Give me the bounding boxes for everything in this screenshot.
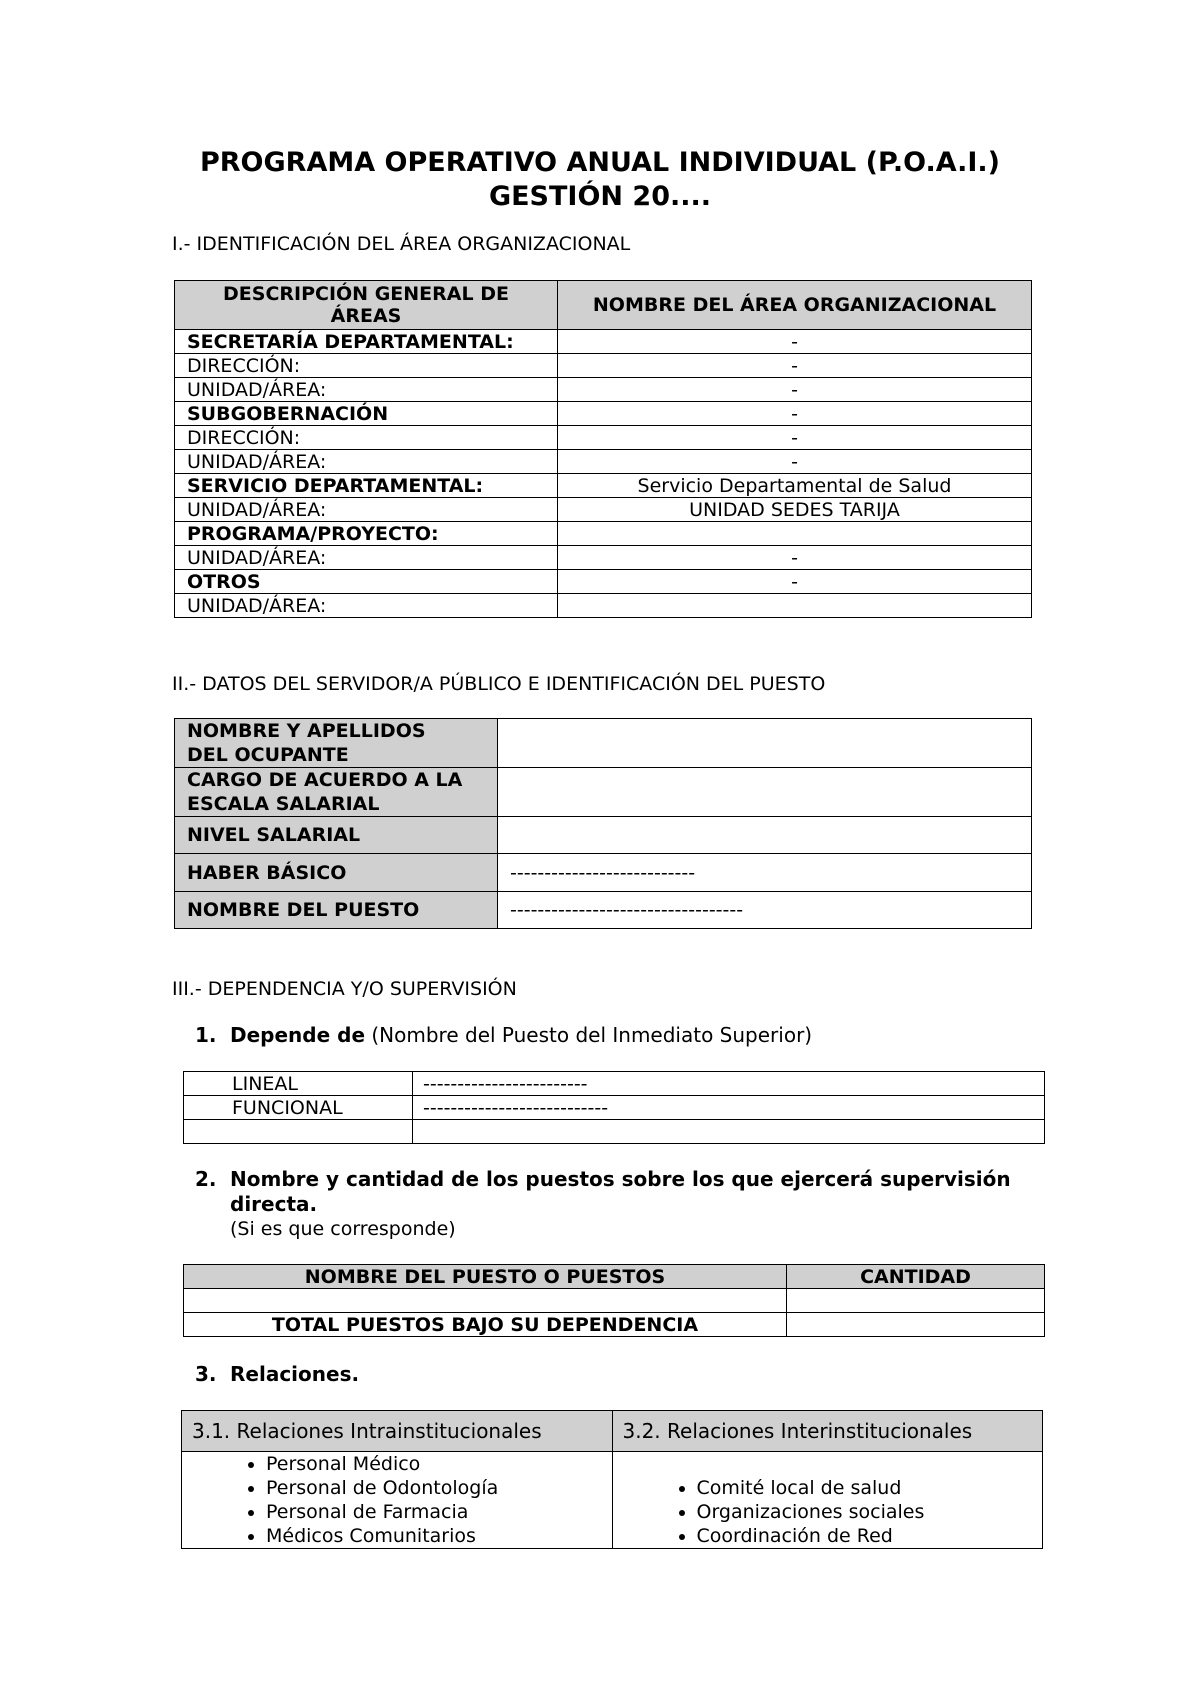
item-1-note: (Nombre del Puesto del Inmediato Superior) [371, 1023, 813, 1047]
area-label: UNIDAD/ÁREA: [175, 378, 558, 402]
area-value: - [558, 426, 1032, 450]
dependency-value: --------------------------- [413, 1096, 1045, 1120]
area-value: - [558, 354, 1032, 378]
area-value: - [558, 378, 1032, 402]
area-label: PROGRAMA/PROYECTO: [175, 522, 558, 546]
section-1-heading: I.- IDENTIFICACIÓN DEL ÁREA ORGANIZACIONAL [172, 233, 631, 255]
list-item: • Comité local de salud [697, 1476, 1033, 1500]
servant-label: CARGO DE ACUERDO A LA ESCALA SALARIAL [175, 768, 498, 817]
item-2-title-line1: Nombre y cantidad de los puestos sobre los que ejercerá supervisión [230, 1167, 1011, 1191]
supervision-cell [184, 1289, 787, 1313]
dependency-label: LINEAL [184, 1072, 413, 1096]
dependency-label: FUNCIONAL [184, 1096, 413, 1120]
dependency-value: ------------------------ [413, 1072, 1045, 1096]
area-value: - [558, 450, 1032, 474]
dependency-label [184, 1120, 413, 1144]
supervision-cell [787, 1289, 1045, 1313]
section-2-heading: II.- DATOS DEL SERVIDOR/A PÚBLICO E IDENTIFICACIÓN DEL PUESTO [172, 673, 826, 695]
area-value: - [558, 570, 1032, 594]
area-value [558, 594, 1032, 618]
item-3-title: Relaciones. [230, 1362, 360, 1386]
servant-table [174, 718, 1032, 929]
title-line-2: GESTIÓN 20.... [488, 181, 712, 212]
area-value: Servicio Departamental de Salud [558, 474, 1032, 498]
area-value: UNIDAD SEDES TARIJA [558, 498, 1032, 522]
list-item: • Personal de Odontología [266, 1476, 602, 1500]
servant-label: NOMBRE DEL PUESTO [175, 892, 498, 929]
area-value [558, 522, 1032, 546]
supervision-total-label: TOTAL PUESTOS BAJO SU DEPENDENCIA [184, 1313, 787, 1337]
servant-label: HABER BÁSICO [175, 854, 498, 892]
dependency-value [413, 1120, 1045, 1144]
list-item: • Coordinación de Red [697, 1524, 1033, 1548]
area-label: UNIDAD/ÁREA: [175, 498, 558, 522]
list-item: • Personal de Farmacia [266, 1500, 602, 1524]
area-value: - [558, 546, 1032, 570]
list-item: • Médicos Comunitarios [266, 1524, 602, 1548]
area-label: SUBGOBERNACIÓN [175, 402, 558, 426]
item-1 [195, 1023, 813, 1048]
area-label: SECRETARÍA DEPARTAMENTAL: [175, 330, 558, 354]
document-title [150, 146, 1050, 214]
area-label: OTROS [175, 570, 558, 594]
servant-value [498, 719, 1032, 768]
area-col2-header: NOMBRE DEL ÁREA ORGANIZACIONAL [558, 281, 1032, 330]
item-3 [195, 1362, 360, 1387]
area-label: DIRECCIÓN: [175, 426, 558, 450]
supervision-col2-header: CANTIDAD [787, 1265, 1045, 1289]
list-item: • Personal Médico [266, 1452, 602, 1476]
intra-list [192, 1452, 602, 1548]
area-label: UNIDAD/ÁREA: [175, 546, 558, 570]
area-label: SERVICIO DEPARTAMENTAL: [175, 474, 558, 498]
relations-intra-cell [182, 1452, 613, 1549]
servant-label: NOMBRE Y APELLIDOS DEL OCUPANTE [175, 719, 498, 768]
item-2-title-line2: directa. [230, 1192, 318, 1216]
supervision-table [183, 1264, 1045, 1337]
area-label: UNIDAD/ÁREA: [175, 594, 558, 618]
relations-table [181, 1410, 1043, 1549]
item-1-number: 1. [195, 1023, 217, 1047]
inter-list [623, 1476, 1033, 1548]
area-value: - [558, 330, 1032, 354]
servant-label: NIVEL SALARIAL [175, 817, 498, 854]
item-2-number: 2. [195, 1167, 217, 1191]
area-label: UNIDAD/ÁREA: [175, 450, 558, 474]
list-item: • Organizaciones sociales [697, 1500, 1033, 1524]
item-2 [195, 1167, 1011, 1240]
dependency-table [183, 1071, 1045, 1144]
servant-value: --------------------------- [498, 854, 1032, 892]
item-2-note: (Si es que corresponde) [230, 1218, 456, 1240]
area-label: DIRECCIÓN: [175, 354, 558, 378]
section-3-heading: III.- DEPENDENCIA Y/O SUPERVISIÓN [172, 978, 517, 1000]
area-col1-header: DESCRIPCIÓN GENERAL DE ÁREAS [175, 281, 558, 330]
item-1-title: Depende de [230, 1023, 366, 1047]
relations-inter-header: 3.2. Relaciones Interinstitucionales [612, 1411, 1043, 1452]
servant-value: ---------------------------------- [498, 892, 1032, 929]
title-line-1: PROGRAMA OPERATIVO ANUAL INDIVIDUAL (P.O.A.I.) [199, 147, 1001, 178]
relations-inter-cell [612, 1452, 1043, 1549]
servant-value [498, 768, 1032, 817]
relations-intra-header: 3.1. Relaciones Intrainstitucionales [182, 1411, 613, 1452]
supervision-total-value [787, 1313, 1045, 1337]
servant-value [498, 817, 1032, 854]
area-table [174, 280, 1032, 618]
supervision-col1-header: NOMBRE DEL PUESTO O PUESTOS [184, 1265, 787, 1289]
item-3-number: 3. [195, 1362, 217, 1386]
area-value: - [558, 402, 1032, 426]
